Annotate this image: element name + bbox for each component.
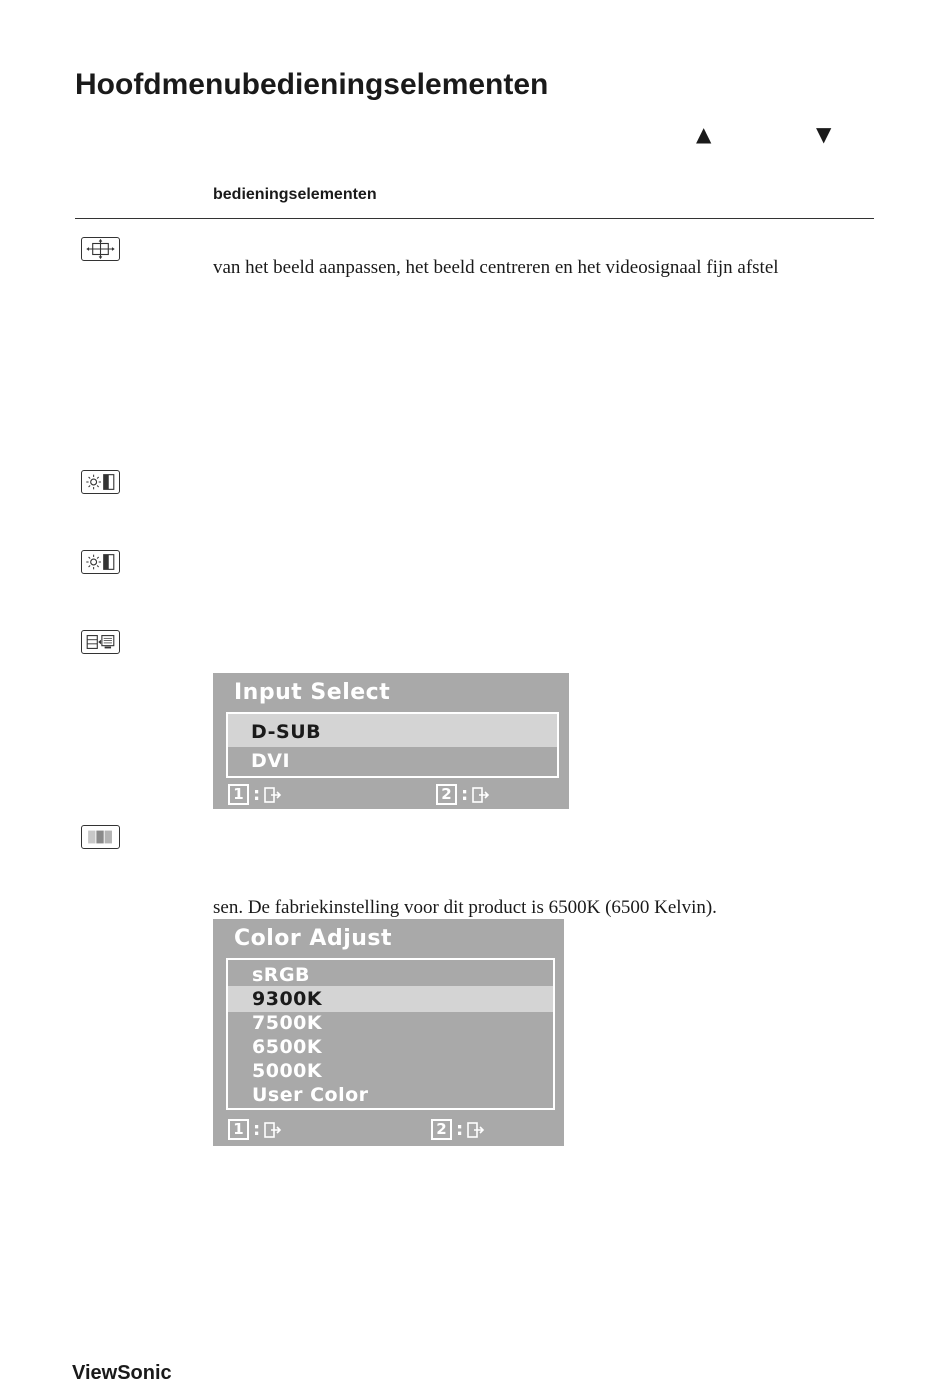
auto-adjust-description: van het beeld aanpassen, het beeld centreren en het videosignaal fijn afstel [213, 257, 779, 278]
color-option-srgb[interactable]: sRGB [252, 964, 311, 986]
input-option-dvi[interactable]: DVI [251, 750, 291, 772]
color-option-6500k[interactable]: 6500K [252, 1036, 323, 1058]
brightness-icon [81, 550, 120, 574]
footer-brand: ViewSonic [72, 1362, 172, 1384]
osd-footer-key-1: 1 : [228, 784, 283, 805]
contrast-icon [81, 470, 120, 494]
input-select-icon [81, 630, 120, 654]
column-header: bedieningselementen [213, 186, 377, 203]
page-title: Hoofdmenubedieningselementen [75, 68, 549, 101]
input-select-osd [213, 673, 569, 809]
auto-image-adjust-icon [81, 237, 120, 261]
input-option-dsub[interactable]: D-SUB [228, 714, 557, 747]
color-option-7500k[interactable]: 7500K [252, 1012, 323, 1034]
color-adjust-description: sen. De fabriekinstelling voor dit product is 6500K (6500 Kelvin). [213, 897, 717, 918]
color-adjust-icon [81, 825, 120, 849]
enter-icon [263, 785, 283, 805]
key-2-icon: 2 [431, 1119, 452, 1140]
osd-footer-key-1: 1 : [228, 1119, 283, 1140]
color-adjust-list [226, 958, 555, 1110]
color-adjust-title: Color Adjust [234, 926, 393, 951]
osd-footer-key-2: 2 : [431, 1119, 486, 1140]
color-option-9300k[interactable]: 9300K [228, 986, 553, 1012]
input-select-list [226, 712, 559, 778]
enter-icon [263, 1120, 283, 1140]
up-arrow-icon: ▲ [696, 122, 712, 146]
color-option-user-color[interactable]: User Color [252, 1084, 369, 1106]
exit-icon [466, 1120, 486, 1140]
header-divider [75, 218, 874, 219]
color-adjust-osd [213, 919, 564, 1146]
key-1-icon: 1 [228, 1119, 249, 1140]
key-1-icon: 1 [228, 784, 249, 805]
key-2-icon: 2 [436, 784, 457, 805]
color-option-5000k[interactable]: 5000K [252, 1060, 323, 1082]
osd-footer-key-2: 2 : [436, 784, 491, 805]
down-arrow-icon: ▼ [816, 122, 832, 146]
input-select-title: Input Select [234, 680, 391, 705]
exit-icon [471, 785, 491, 805]
